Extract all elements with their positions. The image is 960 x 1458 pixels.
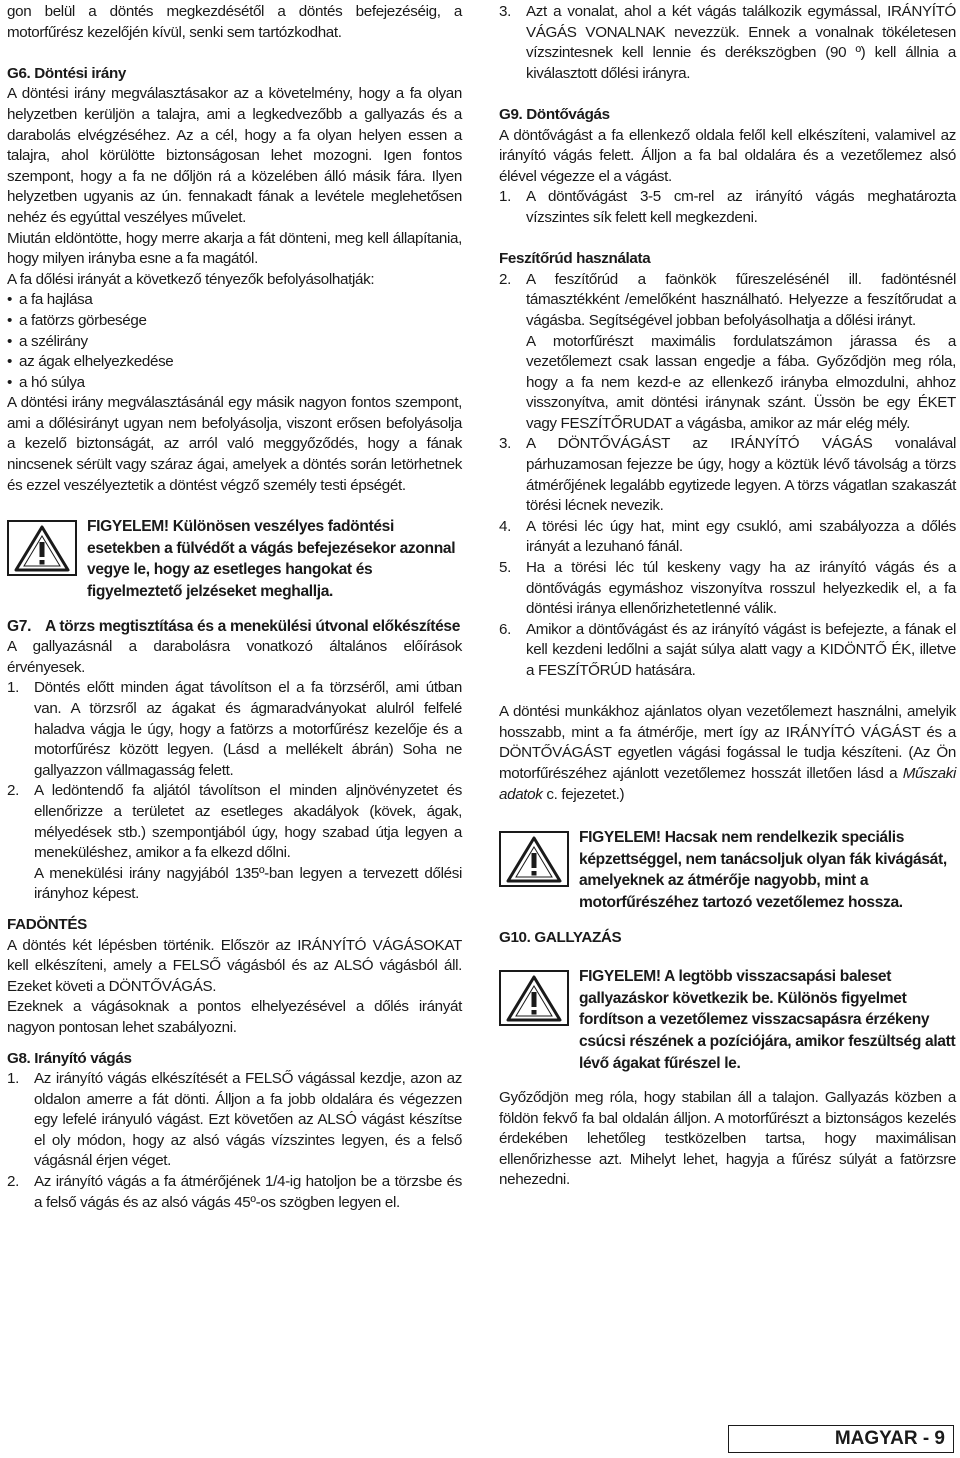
blade-length-paragraph: A döntési munkákhoz ajánlatos olyan vezetőlemezt használni, amelyik hosszabb, mint a fa átmérője, mert így az IRÁNYÍTÓ VÁGÁST és a DÖNTŐVÁGÁST egyetlen vágási fogással le tudja készíteni. (Az Ön motorfűrészéhez ajánlott vezetőlemez hosszát illetően lásd a Műszaki adatok c. fejezetet.) [499,703,956,803]
g9-heading: G9. Döntővágás [499,105,610,123]
list-item: 2. A ledöntendő fa aljától távolítson el minden aljnövényzetet és ellenőrizze a területet az esetleges akadályok (kövek, ágak, mélyedések stb.) szempontjából úgy, hogy szabad útja legyen a meneküléshez, amikor a fa elkezd dőlni. [7,782,462,862]
g7-paragraph-1: A gallyazásnál a darabolásra vonatkozó általános előírások érvényesek. [7,638,462,676]
warning-box-3 [499,966,956,1074]
warning-text-1: FIGYELEM! Különösen veszélyes fadöntési esetekben a fülvédőt a vágás befejezésekor azonnal vegye le, hogy az esetleges hangokat és figyelmeztető jelzéseket meghallja. [87,518,456,601]
right-column [499,2,956,1191]
warning-triangle-icon [499,970,569,1026]
g10-paragraph-1: Győződjön meg róla, hogy stabilan áll a talajon. Gallyazás közben a földön fekvő fa bal oldalán álljon. A motorfűrészt a biztonságos kezelés érdekében lehetőleg testközelben tartsa, hogy maximálisan ellenőrizhesse azt. Mihelyt lehet, hagyja a fűrész súlyát a fatörzsre nehezedni. [499,1089,956,1189]
warning-triangle-icon [7,520,77,576]
warning-text-3: FIGYELEM! A legtöbb visszacsapási baleset gallyazáskor következik be. Különös figyelmet fordítson a vezetőlemez visszacsapásra érzékeny csúcsi részének a pozíciójára, amikor feszültség alatt lévő ágakat fűrészel le. [579,968,956,1072]
fadontes-paragraph-1: A döntés két lépésben történik. Először az IRÁNYÍTÓ VÁGÁSOKAT kell elkészíteni, amely a FELSŐ vágásból és az ALSÓ vágásból áll. Ezeket követi a DÖNTŐVÁGÁS. [7,936,462,995]
list-item: • a fatörzs görbesége [7,311,147,329]
list-item: 3. Azt a vonalat, ahol a két vágás találkozik egymással, IRÁNYÍTÓ VÁGÁS VONALNAK nevezzük. Ennek a vonalnak tökéletesen vízszintesnek kell lennie és derékszögben (90 º) kell állnia a kiválasztott dőlési irányra. [499,3,956,82]
factor-list [7,290,462,393]
warning-text-2: FIGYELEM! Hacsak nem rendelkezik speciális képzettséggel, nem tanácsoljuk olyan fák kivágását, amelyeknek az átmérője nagyobb, mint a motorfűrészéhez tartozó vezetőlemez hossza. [579,829,947,911]
list-item: A menekülési irány nagyjából 135º-ban legyen a tervezett dőlési irányhoz képest. [34,864,462,903]
list-item: • az ágak elhelyezkedése [7,353,174,371]
list-item: 5. Ha a törési léc túl keskeny vagy ha az irányító vágás és a döntővágás egymáshoz viszonyítva rosszul helyezkedik el, a fa döntési iránya ellenőrizhetetlenné válik. [499,559,956,618]
feszitorud-heading: Feszítőrúd használata [499,250,651,268]
left-column [7,2,462,1213]
page-footer-label: MAGYAR - 9 [728,1425,954,1453]
list-item: 1. A döntővágást 3-5 cm-rel az irányító vágás meghatározta vízszintes sík felett kell megkezdeni. [499,188,956,226]
g6-paragraph-2: Miután eldöntötte, hogy merre akarja a fát dönteni, meg kell állapítania, hogy milyen irányba esne a fa magától. [7,229,462,268]
list-item: 1. Döntés előtt minden ágat távolítson el a fa törzséről, ami útban van. A törzsről az ágakat és ágmaradványokat alulról felfelé haladva vágja le úgy, hogy a fatörzs a motorfűrész kezelője és a motorfűrész között legyen. (Lásd a mellékelt ábrán) Soha ne gallyazzon vállmagasság felett. [7,679,462,779]
list-item: 3. A DÖNTŐVÁGÁST az IRÁNYÍTÓ VÁGÁS vonalával párhuzamosan fejezze be úgy, hogy a köztük lévő távolság a törzs átmérőjének legalább egytizede legyen. A törzs vágatlan szakaszát törési lécnek nevezik. [499,435,956,515]
list-item: • a fa hajlása [7,291,93,309]
list-item: • a hó súlya [7,373,85,391]
g6-paragraph-4: A döntési irány megválasztásánál egy másik nagyon fontos szempont, ami a dőlésirányt ugyan nem befolyásolja, viszont erősen befolyásolja a kezelő biztonságát, az arról való meggyőződés, hogy a fának nincsenek sérült vagy száraz ágai, amelyek a döntés során letörhetnek és ezzel veszélyeztetik a döntést végző személy testi épségét. [7,394,462,494]
g8-heading: G8. Irányító vágás [7,1049,132,1067]
g6-heading: G6. Döntési irány [7,64,126,82]
g10-heading: G10. GALLYAZÁS [499,928,622,946]
warning-triangle-icon [499,831,569,887]
g9-paragraph-1: A döntővágást a fa ellenkező oldala felől kell elkészíteni, valamivel az irányító vágás felett. Álljon a fa bal oldalára és a vezetőlemez alsó élével végezze el a vágást. [499,126,956,185]
warning-box-2 [499,827,956,913]
list-item: A motorfűrészt maximális fordulatszámon járassa és a vezetőlemezt csak lassan engedje a fába. Győződjön meg róla, hogy a fa nem kezd-e az ellenkező irányba elmozdulni, ahhoz visszonyítva, amit döntési iránynak szánt. Üssön be egy ÉKET vagy FESZÍTŐRUDAT a vágásba, amikor az már elég mély. [526,332,956,432]
list-item: 4. A törési léc úgy hat, mint egy csukló, ami szabályozza a dőlés irányát a lezuhanó fánál. [499,517,956,556]
intro-paragraph: gon belül a döntés megkezdésétől a döntés befejezéséig, a motorfűrész kezelőjén kívül, senki sem tartózkodhat. [7,3,462,41]
list-item: 2. Az irányító vágás a fa átmérőjének 1/4-ig hatoljon be a törzsbe és a felső vágás és az alsó vágás 45º-os szögben legyen el. [7,1173,462,1211]
list-item: 6. Amikor a döntővágást és az irányító vágást is befejezte, a fának el kell kezdeni ledőlni a saját súlya alatt vagy a KIDÖNTŐ ÉK, illetve a FESZÍTŐRÚD hatására. [499,620,956,679]
list-item: 1. Az irányító vágás elkészítését a FELSŐ vágással kezdje, azon az oldalon amerre a fát dönti. Álljon a fa jobb oldalára és végezzen egy lefelé irányuló vágást. Ezt követően az ALSÓ vágást készítse el oly módon, hogy az alsó vágás vízszintes legyen, és a felső vágásnál érjen véget. [7,1070,462,1170]
fadontes-heading: FADÖNTÉS [7,915,87,933]
list-item: 2. A feszítőrúd a faönkök fűreszelésénél ill. fadöntésnél támasztékként /emelőként használható. Helyezze a feszítőrudat a vágásba. Segítségével jobban befolyásolhatja a dőlési irányt. [499,270,956,329]
list-item: • a szélirány [7,332,88,350]
g6-paragraph-1: A döntési irány megválasztásakor az a követelmény, hogy a fa olyan helyzetben kerüljön a talajra, ami a legkedvezőbb a gallyazás és a darabolás elvégzéséhez. Az a cél, hogy a fa olyan helyen essen a talajra, ahol körülötte biztonságosan lehet mozogni. Igen fontos szempont, hogy a fa ne dőljön rá a közelében álló másik fára. Ilyen helyzetben ugyanis az ún. fennakadt fának a levétele meglehetősen nehéz és egyúttal veszélyes művelet. [7,85,462,226]
warning-box-1 [7,516,462,602]
g6-paragraph-3: A fa dőlési irányát a következő tényezők befolyásolhatják: [7,270,375,288]
fadontes-paragraph-2: Ezeknek a vágásoknak a pontos elhelyezésével a dőlés irányát nagyon pontosan lehet szabályozni. [7,998,462,1036]
g7-heading: G7. A törzs megtisztítása és a menekülési útvonal előkészítése [7,617,461,635]
